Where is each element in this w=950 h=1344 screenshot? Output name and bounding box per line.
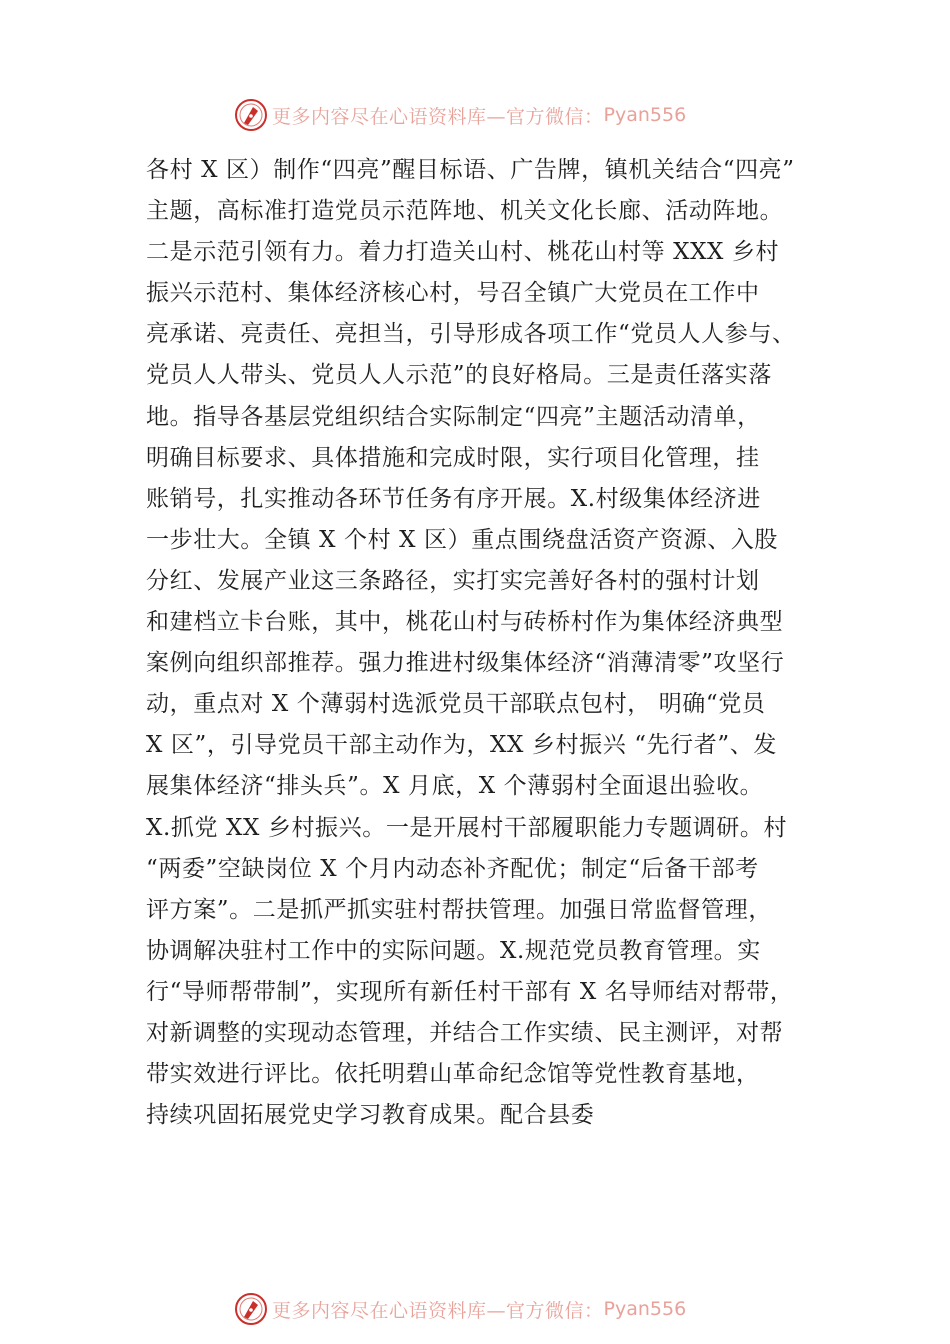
body-line: 分红、发展产业这三条路径，实打实完善好各村的强村计划 [146,567,760,594]
body-line: 主题，高标准打造党员示范阵地、机关文化长廊、活动阵地。 [146,198,784,225]
body-line: 地。指导各基层党组织结合实际制定“四亮”主题活动清单， [146,403,761,430]
pen-nib-circle-icon [234,1292,268,1326]
body-line: 振兴示范村、集体经济核心村，号召全镇广大党员在工作中 [146,280,760,307]
body-line: 明确目标要求、具体措施和完成时限，实行项目化管理，挂 [146,444,760,471]
body-line: 二是示范引领有力。着力打造关山村、桃花山村等 XXX 乡村 [146,239,780,266]
body-line: 协调解决驻村工作中的实际问题。X.规范党员教育管理。实 [146,937,761,964]
body-line: 亮承诺、亮责任、亮担当，引导形成各项工作“党员人人参与、 [146,321,796,348]
header-watermark [234,98,686,132]
body-line: 展集体经济“排头兵”。X 月底，X 个薄弱村全面退出验收。 [146,773,764,800]
watermark-wechat-id: Pyan556 [603,1298,687,1320]
body-line: 持续巩固拓展党史学习教育成果。配合县委 [146,1102,595,1129]
body-line: 一步壮大。全镇 X 个村 X 区）重点围绕盘活资产资源、入股 [146,526,778,553]
document-body [146,150,826,1136]
body-line: “两委”空缺岗位 X 个月内动态补齐配优；制定“后备干部考 [146,855,759,882]
body-line: 和建档立卡台账，其中，桃花山村与砖桥村作为集体经济典型 [146,609,784,636]
body-line: 评方案”。二是抓严抓实驻村帮扶管理。加强日常监督管理， [146,896,772,923]
body-line: 行“导师帮带制”，实现所有新任村干部有 X 名导师结对帮带， [146,978,794,1005]
footer-watermark [234,1292,686,1326]
body-line: X 区”，引导党员干部主动作为，XX 乡村振兴 “先行者”、发 [146,732,777,759]
watermark-wechat-id: Pyan556 [603,104,687,126]
body-line: 各村 X 区）制作“四亮”醒目标语、广告牌，镇机关结合“四亮” [146,157,795,183]
body-line: 案例向组织部推荐。强力推进村级集体经济“消薄清零”攻坚行 [146,650,785,677]
watermark-text: 更多内容尽在心语资料库—官方微信： [272,105,604,128]
pen-nib-circle-icon [234,98,268,132]
body-line: 带实效进行评比。依托明碧山革命纪念馆等党性教育基地， [146,1061,760,1088]
watermark-text: 更多内容尽在心语资料库—官方微信： [272,1299,604,1322]
body-line: 动，重点对 X 个薄弱村选派党员干部联点包村， 明确“党员 [146,691,766,718]
body-line: X.抓党 XX 乡村振兴。一是开展村干部履职能力专题调研。村 [146,814,788,841]
body-line: 账销号，扎实推动各环节任务有序开展。X.村级集体经济进 [146,485,761,512]
body-line: 党员人人带头、党员人人示范”的良好格局。三是责任落实落 [146,362,772,389]
body-line: 对新调整的实现动态管理，并结合工作实绩、民主测评，对帮 [146,1019,784,1046]
